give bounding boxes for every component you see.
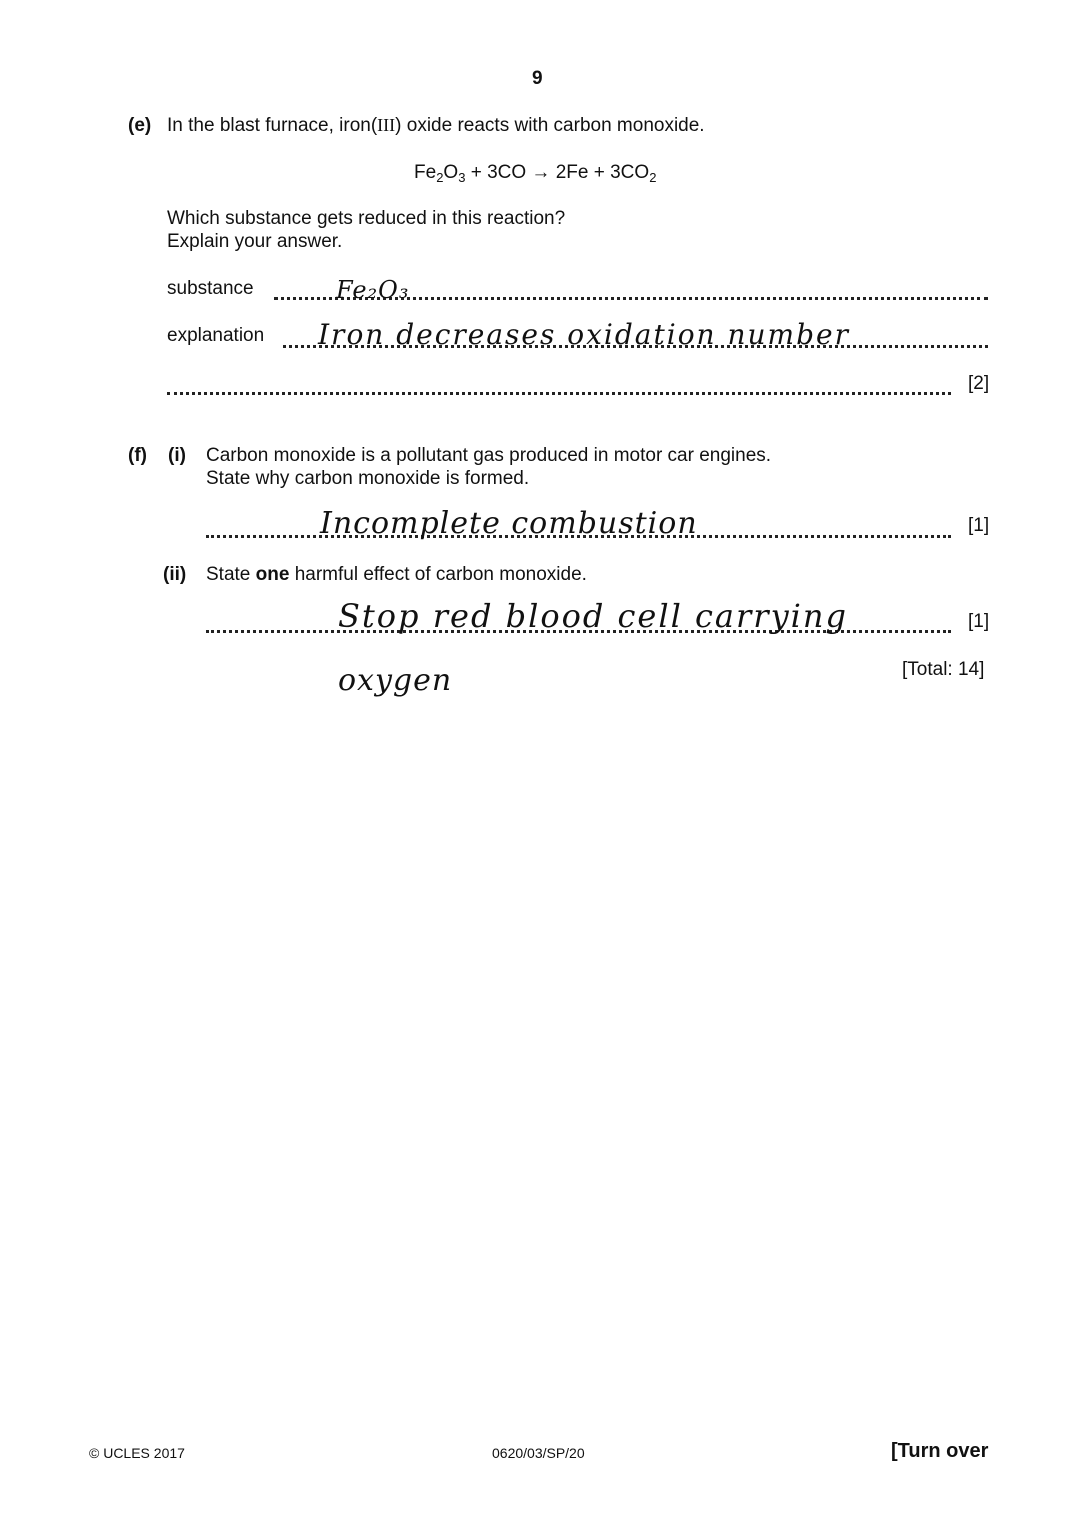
ii-text-bold: one <box>255 564 290 585</box>
intro-roman: III <box>377 115 396 135</box>
footer-code: 0620/03/SP/20 <box>492 1445 585 1461</box>
explanation-answer: Iron decreases oxidation number <box>318 318 850 351</box>
explanation-answer-line-2 <box>167 392 951 395</box>
part-f-i-line-1: Carbon monoxide is a pollutant gas produced in motor car engines. <box>206 445 772 466</box>
part-f-ii-label: (ii) <box>163 564 187 585</box>
total-marks: [Total: 14] <box>902 659 985 680</box>
eq-fe: Fe <box>414 162 437 183</box>
part-f-i-answer: Incomplete combustion <box>320 506 698 541</box>
chemical-equation <box>414 161 656 184</box>
part-f-ii-answer-line-2: oxygen <box>338 663 453 698</box>
part-f-i-line-2: State why carbon monoxide is formed. <box>206 468 530 489</box>
part-f-ii-question <box>206 563 587 586</box>
eq-co2-sub: 2 <box>649 170 657 185</box>
intro-pre: In the blast furnace, iron( <box>167 115 378 136</box>
part-e-marks: [2] <box>968 373 990 394</box>
footer-turn-over: [Turn over <box>891 1440 989 1462</box>
question-line-2: Explain your answer. <box>167 231 343 252</box>
eq-fe-sub: 2 <box>436 170 444 185</box>
page-number: 9 <box>532 68 543 89</box>
part-f-label: (f) <box>128 445 147 466</box>
intro-post: ) oxide reacts with carbon monoxide. <box>395 115 705 136</box>
explanation-label: explanation <box>167 325 265 346</box>
part-f-i-marks: [1] <box>968 515 990 536</box>
eq-o-sub: 3 <box>458 170 466 185</box>
footer-copyright: © UCLES 2017 <box>89 1445 185 1461</box>
question-line-1: Which substance gets reduced in this reaction? <box>167 208 566 229</box>
substance-answer: Fe₂O₃ <box>336 276 410 304</box>
part-e-label: (e) <box>128 115 152 136</box>
part-f-ii-marks: [1] <box>968 611 990 632</box>
ii-text-post: harmful effect of carbon monoxide. <box>289 564 587 585</box>
part-e-intro <box>167 114 705 137</box>
part-f-ii-answer-line-1: Stop red blood cell carrying <box>338 597 848 635</box>
eq-rest: + 3CO → 2Fe + 3CO <box>465 162 650 183</box>
substance-label: substance <box>167 278 254 299</box>
eq-o: O <box>443 162 459 183</box>
part-f-i-label: (i) <box>168 445 186 466</box>
ii-text-pre: State <box>206 564 256 585</box>
